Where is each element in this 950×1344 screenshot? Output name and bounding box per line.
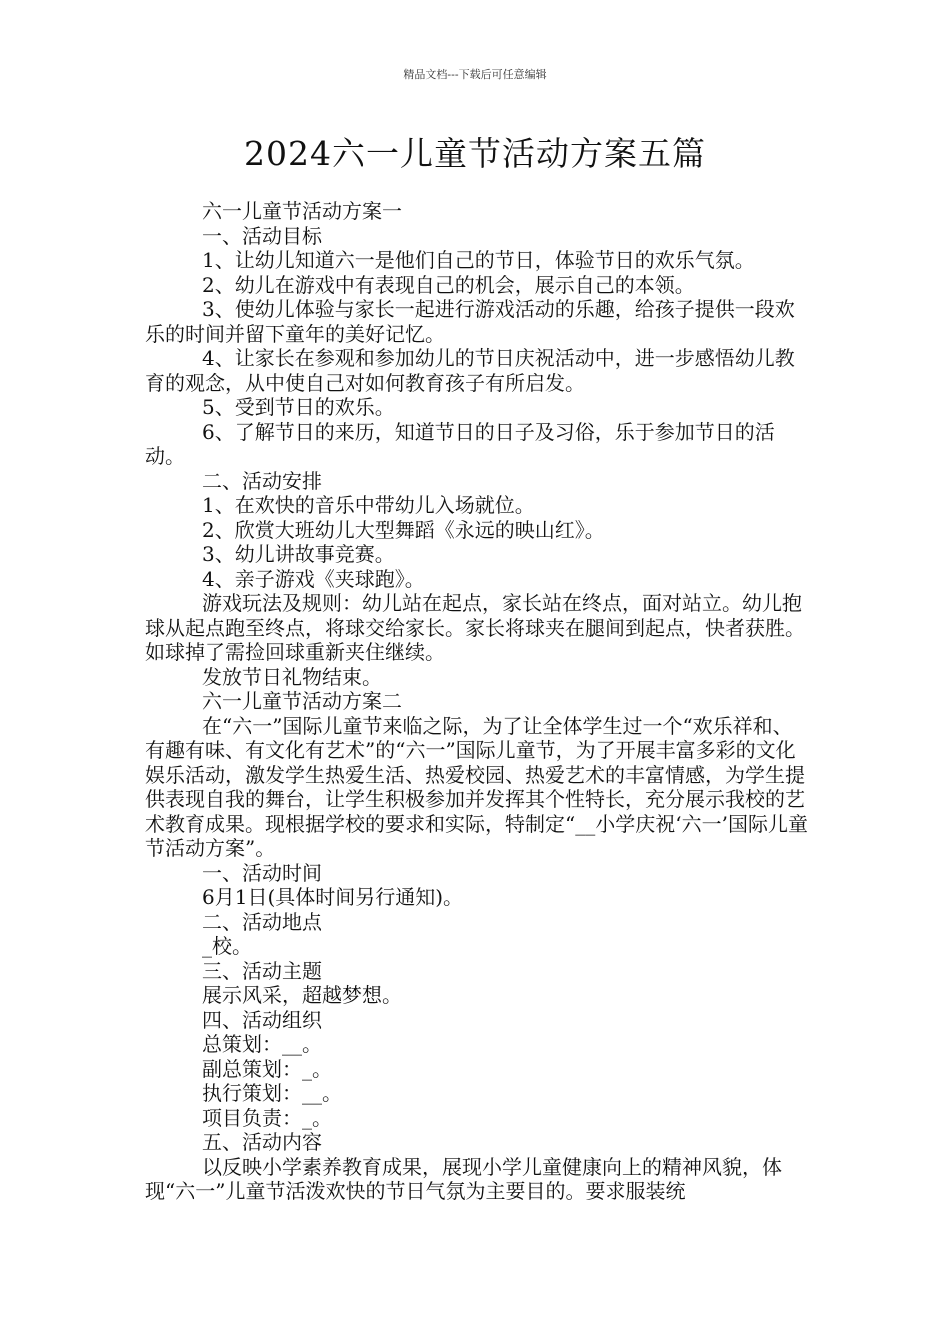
document-body	[145, 199, 810, 1204]
paragraph: 总策划：__。	[202, 1032, 322, 1056]
paragraph: 4、让家长在参观和参加幼儿的节日庆祝活动中，进一步感悟幼儿教育的观念，从中使自己对如何教育孩子有所启发。	[145, 346, 795, 395]
subsection-heading: 三、活动主题	[202, 958, 322, 983]
paragraph: 1、在欢快的音乐中带幼儿入场就位。	[202, 493, 535, 517]
document-title: 2024六一儿童节活动方案五篇	[244, 134, 706, 173]
paragraph: 发放节日礼物结束。	[202, 664, 382, 689]
header-note: 精品文档---下载后可任意编辑	[403, 68, 547, 81]
subsection-heading: 五、活动内容	[202, 1130, 322, 1154]
paragraph: 6月1日(具体时间另行通知)。	[202, 885, 464, 909]
paragraph: 副总策划：_。	[202, 1056, 332, 1081]
section-heading: 六一儿童节活动方案一	[202, 199, 402, 223]
paragraph: 项目负责：_。	[202, 1105, 332, 1130]
subsection-heading: 一、活动时间	[202, 860, 322, 885]
paragraph: 4、亲子游戏《夹球跑》。	[202, 566, 425, 591]
paragraph: 2、幼儿在游戏中有表现自己的机会，展示自己的本领。	[202, 272, 695, 297]
paragraph: 2、欣赏大班幼儿大型舞蹈《永远的映山红》。	[202, 517, 605, 542]
paragraph: 以反映小学素养教育成果，展现小学儿童健康向上的精神风貌，体现“六一”儿童节活泼欢快的节日气氛为主要目的。要求服装统	[145, 1154, 782, 1203]
paragraph: 展示风采，超越梦想。	[202, 983, 402, 1007]
subsection-heading: 二、活动安排	[202, 468, 322, 493]
subsection-heading: 四、活动组织	[202, 1007, 322, 1032]
paragraph: 6、了解节日的来历，知道节日的日子及习俗，乐于参加节日的活动。	[145, 419, 775, 468]
paragraph: 3、幼儿讲故事竞赛。	[202, 542, 395, 566]
paragraph: 游戏玩法及规则：幼儿站在起点，家长站在终点，面对站立。幼儿抱球从起点跑至终点，将球交给家长。家长将球夹在腿间到起点，快者获胜。如球掉了需捡回球重新夹住继续。	[145, 591, 805, 664]
section-heading: 六一儿童节活动方案二	[202, 689, 402, 713]
paragraph: _校。	[202, 934, 252, 958]
paragraph: 在“六一”国际儿童节来临之际，为了让全体学生过一个“欢乐祥和、有趣有味、有文化有艺术”的“六一”国际儿童节，为了开展丰富多彩的文化娱乐活动，激发学生热爱生活、热爱校园、热爱艺术的丰富情感，为学生提供表现自我的舞台，让学生积极参加并发挥其个性特长，充分展示我校的艺术教育成果。现根据学校的要求和实际，特制定“__小学庆祝‘六一’国际儿童节活动方案”。	[145, 713, 808, 860]
paragraph: 5、受到节日的欢乐。	[202, 395, 395, 419]
paragraph: 执行策划：__。	[202, 1081, 342, 1105]
subsection-heading: 一、活动目标	[202, 223, 322, 248]
paragraph: 3、使幼儿体验与家长一起进行游戏活动的乐趣，给孩子提供一段欢乐的时间并留下童年的美好记忆。	[145, 297, 795, 346]
subsection-heading: 二、活动地点	[202, 909, 322, 934]
paragraph: 1、让幼儿知道六一是他们自己的节日，体验节日的欢乐气氛。	[202, 248, 755, 272]
